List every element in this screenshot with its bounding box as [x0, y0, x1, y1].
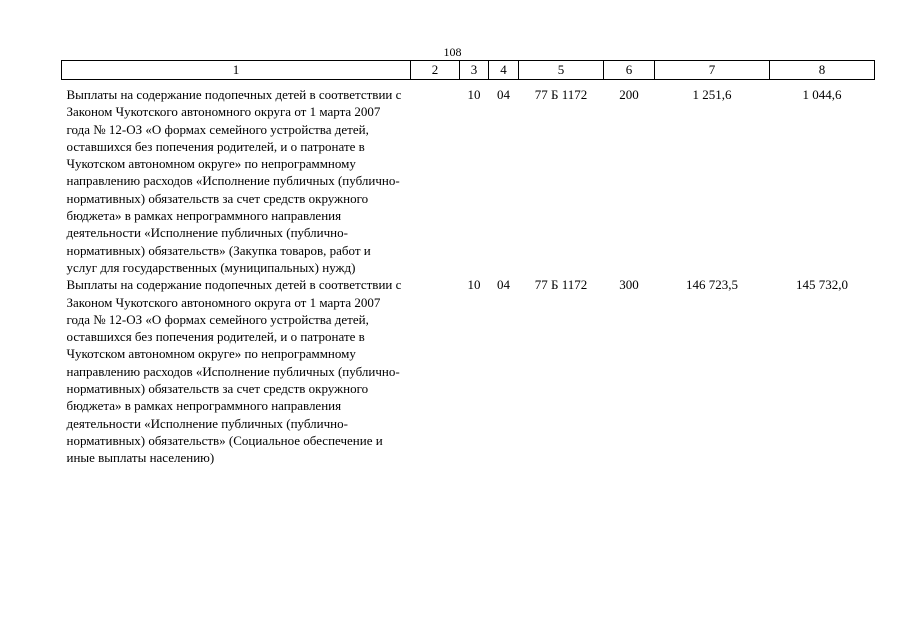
column-header-5: 5: [519, 61, 604, 80]
table-header-row: [62, 61, 875, 80]
row-cell-subsection: 04: [497, 277, 510, 293]
table-row: [62, 80, 875, 277]
row-cell-amount-1: 1 251,6: [692, 87, 732, 102]
column-header-2: 2: [411, 61, 460, 80]
budget-table: [61, 60, 875, 467]
column-header-3: 3: [460, 61, 489, 80]
row-cell-amount-2: 1 044,6: [802, 87, 842, 102]
row-description: Выплаты на содержание подопечных детей в соответствии с Законом Чукотского автономного округа от 1 марта 2007 года № 12-ОЗ «О формах семейного устройства детей, оставшихся без попечения родителей, и о патронате в Чукотском автономном округе» по непрограммному направлению расходов «Исполнение публичных (публично-нормативных) обязательств за счет средств окружного бюджета» в рамках непрограммного направления деятельности «Исполнение публичных (публично-нормативных) обязательств» (Социальное обеспечение и иные выплаты населению): [66, 277, 402, 466]
column-header-6: 6: [604, 61, 655, 80]
row-cell-expense-type: 200: [619, 87, 639, 102]
row-description: Выплаты на содержание подопечных детей в соответствии с Законом Чукотского автономного округа от 1 марта 2007 года № 12-ОЗ «О формах семейного устройства детей, оставшихся без попечения родителей, и о патронате в Чукотском автономном округе» по непрограммному направлению расходов «Исполнение публичных (публично-нормативных) обязательств за счет средств окружного бюджета» в рамках непрограммного направления деятельности «Исполнение публичных (публично-нормативных) обязательств» (Закупка товаров, работ и услуг для государственных (муниципальных) нужд): [66, 87, 402, 275]
row-cell-section: 10: [467, 87, 481, 102]
column-header-7: 7: [655, 61, 770, 80]
row-cell-target-code: 77 Б 1172: [534, 87, 588, 102]
table-row: [62, 276, 875, 466]
row-cell-amount-2: 145 732,0: [796, 277, 848, 293]
row-cell-col2: [411, 276, 460, 466]
row-cell-col2: [411, 80, 460, 277]
page-number: 108: [443, 45, 462, 59]
column-header-4: 4: [489, 61, 519, 80]
column-header-1: 1: [62, 61, 411, 80]
row-cell-target-code: 77 Б 1172: [534, 277, 588, 293]
row-cell-subsection: 04: [497, 87, 510, 102]
row-cell-expense-type: 300: [619, 277, 639, 293]
row-cell-amount-1: 146 723,5: [686, 277, 738, 293]
column-header-8: 8: [770, 61, 875, 80]
row-cell-section: 10: [467, 277, 481, 293]
